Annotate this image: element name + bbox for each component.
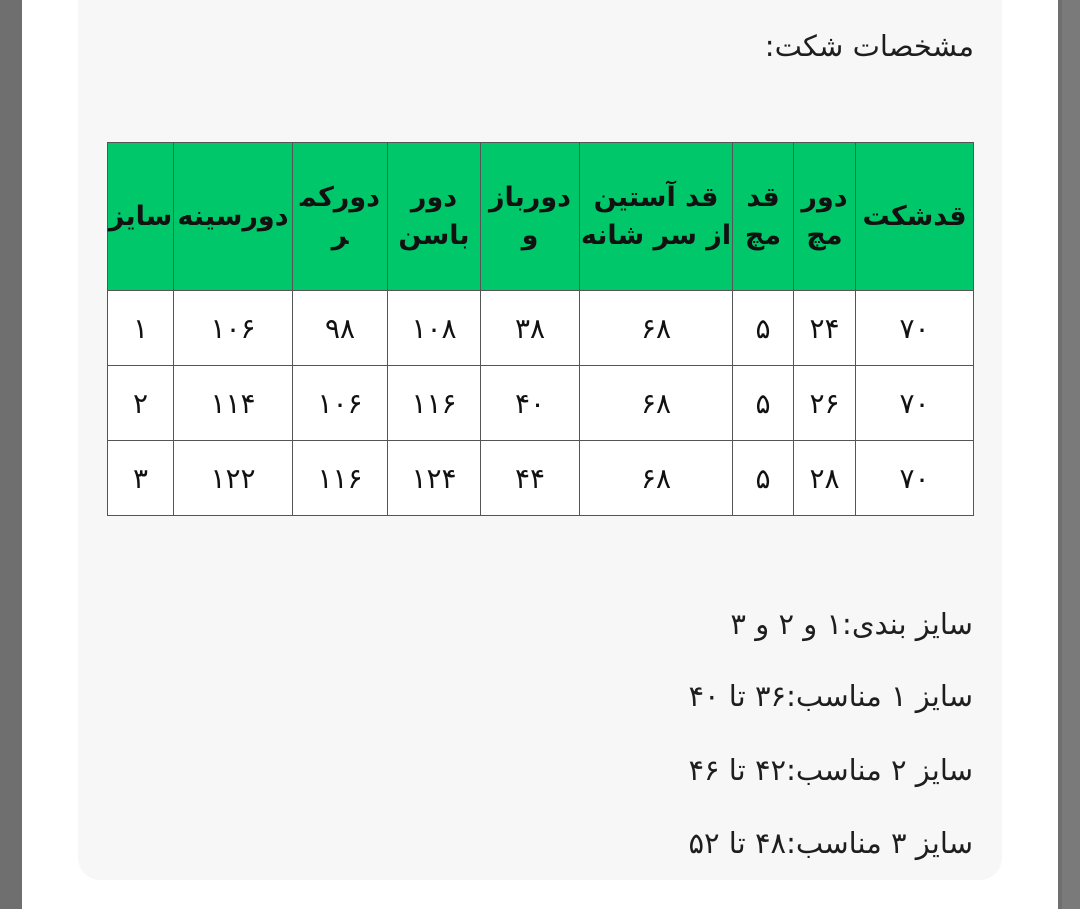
- table-cell: ۱۰۶: [293, 366, 388, 441]
- header-cell-waist-circ: دورکمر: [293, 143, 388, 291]
- size-options-text: سایز بندی:۱ و ۲ و ۳: [730, 607, 973, 641]
- table-cell: ۷۰: [856, 441, 974, 516]
- table-cell: ۶۸: [580, 441, 733, 516]
- section-heading: مشخصات شکت:: [764, 29, 974, 63]
- header-cell-shirt-length: قدشکت: [856, 143, 974, 291]
- table-row: [108, 366, 974, 441]
- table-cell: ۱۰۶: [174, 291, 293, 366]
- table-cell: ۲۶: [794, 366, 856, 441]
- header-cell-size: سایز: [108, 143, 174, 291]
- table-cell: ۱۲۲: [174, 441, 293, 516]
- table-cell: ۵: [733, 366, 794, 441]
- table-cell: ۳۸: [481, 291, 580, 366]
- table-cell: ۲۸: [794, 441, 856, 516]
- table-cell: ۹۸: [293, 291, 388, 366]
- header-cell-wrist-circ: دور مچ: [794, 143, 856, 291]
- header-cell-cuff-length: قد مچ: [733, 143, 794, 291]
- table-row: [108, 441, 974, 516]
- table-cell: ۳: [108, 441, 174, 516]
- table-cell: ۱۱۴: [174, 366, 293, 441]
- table-cell: ۱: [108, 291, 174, 366]
- size-2-fit-text: سایز ۲ مناسب:۴۲ تا ۴۶: [688, 753, 973, 787]
- table-cell: ۲: [108, 366, 174, 441]
- scrollbar-track[interactable]: [1062, 0, 1080, 909]
- table-cell: ۶۸: [580, 366, 733, 441]
- table-row: [108, 291, 974, 366]
- table-cell: ۵: [733, 441, 794, 516]
- table-cell: ۶۸: [580, 291, 733, 366]
- header-cell-sleeve-length: قد آستین از سر شانه: [580, 143, 733, 291]
- table-cell: ۴۰: [481, 366, 580, 441]
- header-cell-hip-circ: دور باسن: [388, 143, 481, 291]
- table-cell: ۲۴: [794, 291, 856, 366]
- table-header-row: [108, 143, 974, 291]
- table-cell: ۷۰: [856, 366, 974, 441]
- header-cell-chest-circ: دورسینه: [174, 143, 293, 291]
- table-cell: ۱۰۸: [388, 291, 481, 366]
- size-3-fit-text: سایز ۳ مناسب:۴۸ تا ۵۲: [688, 826, 973, 860]
- table-cell: ۴۴: [481, 441, 580, 516]
- table-cell: ۵: [733, 291, 794, 366]
- table-cell: ۷۰: [856, 291, 974, 366]
- table-cell: ۱۱۶: [293, 441, 388, 516]
- table-cell: ۱۱۶: [388, 366, 481, 441]
- table-cell: ۱۲۴: [388, 441, 481, 516]
- size-table: [107, 142, 974, 516]
- header-cell-arm-circ: دوربازو: [481, 143, 580, 291]
- size-1-fit-text: سایز ۱ مناسب:۳۶ تا ۴۰: [688, 679, 973, 713]
